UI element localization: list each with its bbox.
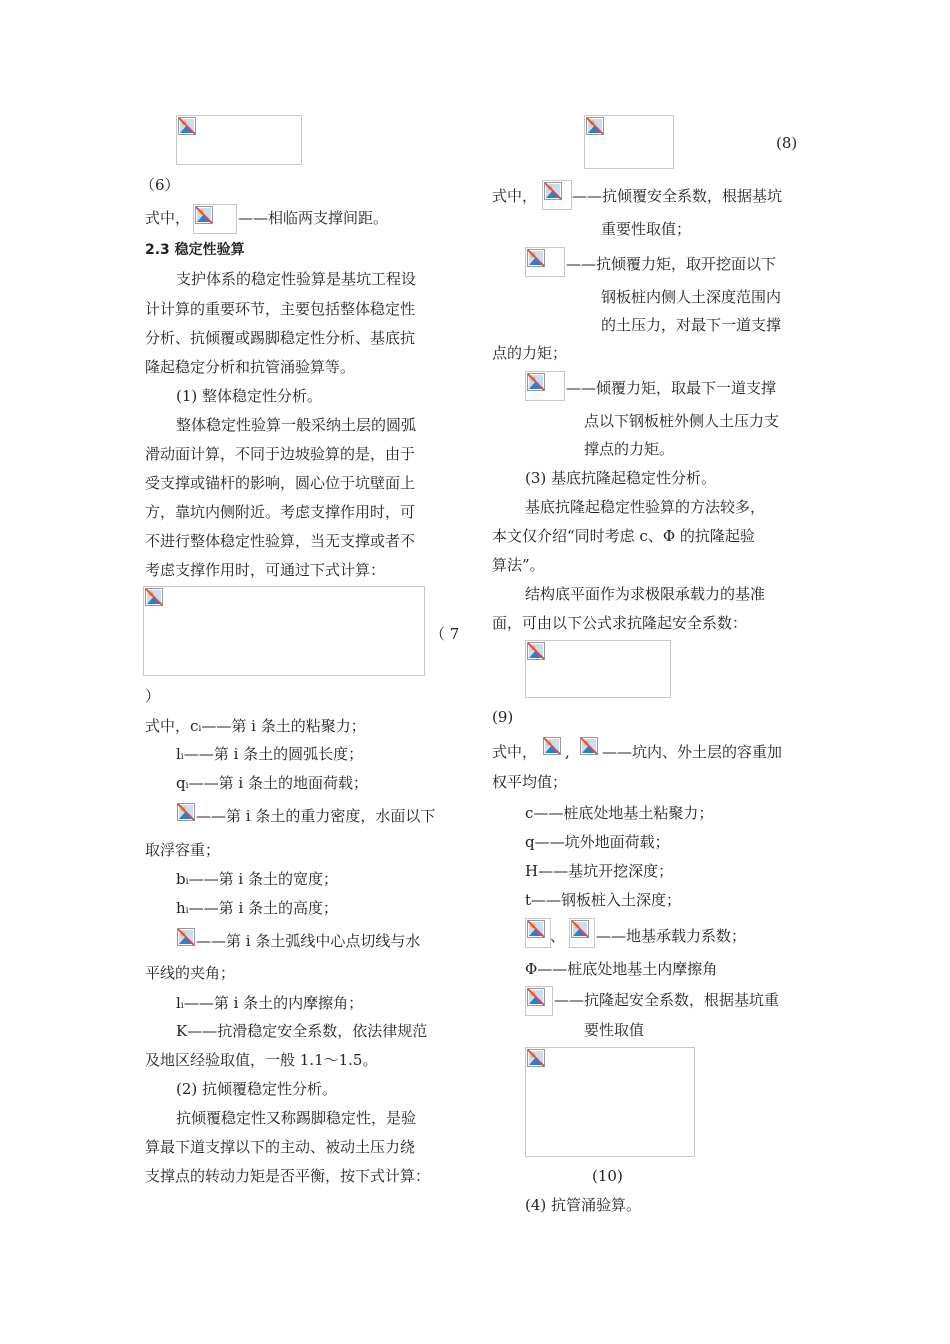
eq-number-10: (10) (592, 1167, 623, 1185)
eq-number-6: （6） (140, 176, 180, 194)
broken-image-icon (527, 920, 545, 938)
symbol-gamma-image (176, 802, 196, 828)
paragraph-line: 整体稳定性验算一般采纳土层的圆弧 (176, 416, 417, 434)
def-overturn-moment-cont: 点以下钢板桩外侧人土压力支 (584, 412, 780, 430)
broken-image-icon (527, 1049, 545, 1067)
eq-number-7-close: ） (145, 687, 161, 705)
formula-9-image (525, 640, 671, 698)
eq-number-9: (9) (492, 708, 514, 726)
def-angle: ——第 i 条土弧线中心点切线与水 (196, 932, 421, 950)
formula-8-image (584, 115, 674, 169)
def-resisting-moment-cont: 的土压力，对最下一道支撑 (601, 316, 782, 334)
broken-image-icon (580, 737, 598, 755)
broken-image-icon (544, 182, 562, 200)
def-label: 式中， (145, 209, 191, 227)
paragraph-line: 算最下道支撑以下的主动、被动土压力绕 (145, 1138, 416, 1156)
def-cohesion: c——桩底处地基土粘聚力； (525, 804, 714, 822)
def-surface-load: qᵢ——第 i 条土的地面荷载； (176, 774, 368, 792)
paragraph-line: 支护体系的稳定性验算是基坑工程设 (176, 270, 417, 288)
def-embedment-depth: t——钢板桩入土深度； (525, 891, 682, 909)
def-weighted-unit-weight: ——坑内、外土层的容重加 (602, 743, 783, 761)
symbol-gamma1-image (542, 736, 562, 764)
symbol-mp-image (525, 247, 565, 277)
broken-image-icon (177, 928, 195, 946)
def-resisting-moment-cont: 点的力矩； (492, 344, 568, 362)
def-angle-cont: 平线的夹角； (145, 964, 236, 982)
symbol-gamma2-image (579, 736, 599, 764)
paragraph-line: 方，靠坑内侧附近。考虑支撑作用时，可 (145, 503, 416, 521)
broken-image-icon (527, 373, 545, 391)
symbol-nq-image (525, 918, 551, 948)
def-friction-angle: lᵢ——第 i 条土的内摩擦角； (176, 994, 364, 1012)
broken-image-icon (527, 642, 545, 660)
separator: , (565, 743, 570, 761)
broken-image-icon (145, 588, 163, 606)
broken-image-icon (527, 249, 545, 267)
separator: 、 (550, 927, 566, 945)
paragraph-line: 面，可由以下公式求抗隆起安全系数： (492, 614, 748, 632)
broken-image-icon (527, 988, 545, 1006)
def-resisting-moment: ——抗倾覆力矩，取开挖面以下 (566, 255, 777, 273)
paragraph-line: 抗倾覆稳定性又称踢脚稳定性，是验 (176, 1109, 417, 1127)
symbol-k-image (542, 180, 572, 210)
paragraph-line: 分析、抗倾覆或踢脚稳定性分析、基底抗 (145, 329, 416, 347)
symbol-ma-image (525, 371, 565, 401)
def-label: 式中， (492, 743, 538, 761)
def-safety-factor: K——抗滑稳定安全系数，依法律规范 (176, 1022, 428, 1040)
section-heading: 2.3 稳定性验算 (145, 242, 245, 258)
def-overturn-safety: ——抗倾覆安全系数，根据基坑 (572, 187, 783, 205)
def-arc-length: lᵢ——第 i 条土的圆弧长度； (176, 745, 364, 763)
broken-image-icon (178, 117, 196, 135)
formula-6-image (176, 115, 302, 165)
paragraph-line: 考虑支撑作用时，可通过下式计算： (145, 561, 386, 579)
subsection-title: (3) 基底抗隆起稳定性分析。 (525, 469, 717, 487)
def-overturn-moment-cont: 撑点的力矩。 (584, 440, 675, 458)
def-cohesion: 式中，cᵢ——第 i 条土的粘聚力； (145, 717, 366, 735)
paragraph-line: 受支撑或锚杆的影响，圆心位于坑壁面上 (145, 474, 416, 492)
symbol-nc-image (569, 918, 595, 948)
formula-7-image (143, 586, 425, 676)
def-safety-factor-cont: 及地区经验取值，一般 1.1～1.5。 (145, 1051, 378, 1069)
def-heave-safety: ——抗隆起安全系数，根据基坑重 (554, 991, 780, 1009)
def-width: bᵢ——第 i 条土的宽度； (176, 870, 338, 888)
symbol-l-image (193, 204, 237, 234)
def-heave-safety-cont: 要性取值 (584, 1021, 645, 1039)
symbol-kl-image (525, 986, 553, 1016)
paragraph-line: 滑动面计算，不同于边坡验算的是，由于 (145, 445, 416, 463)
paragraph-line: 支撑点的转动力矩是否平衡，按下式计算： (145, 1167, 431, 1185)
def-height: hᵢ——第 i 条土的高度； (176, 899, 339, 917)
paragraph-line: 不进行整体稳定性验算，当无支撑或者不 (145, 532, 416, 550)
broken-image-icon (195, 206, 213, 224)
formula-10-image (525, 1047, 695, 1157)
def-bearing-factor: ——地基承载力系数； (596, 927, 747, 945)
broken-image-icon (177, 803, 195, 821)
paragraph-line: 计计算的重要环节，主要包括整体稳定性 (145, 300, 416, 318)
def-overturn-moment: ——倾覆力矩，取最下一道支撑 (566, 379, 777, 397)
broken-image-icon (586, 117, 604, 135)
paragraph-line: 结构底平面作为求极限承载力的基准 (525, 585, 766, 603)
def-friction-angle: Φ——桩底处地基土内摩擦角 (525, 960, 718, 978)
broken-image-icon (543, 737, 561, 755)
subsection-title: (2) 抗倾覆稳定性分析。 (176, 1080, 338, 1098)
eq-number-7: （ 7 (430, 625, 460, 643)
def-resisting-moment-cont: 钢板桩内侧人土深度范围内 (601, 288, 782, 306)
symbol-alpha-image (176, 927, 196, 951)
paragraph-line: 本文仅介绍“同时考虑 c、Φ 的抗隆起验 (492, 527, 755, 545)
subsection-title: (4) 抗管涌验算。 (525, 1196, 642, 1214)
def-unit-weight: ——第 i 条土的重力密度，水面以下 (196, 807, 436, 825)
def-surface-load: q——坑外地面荷载； (525, 833, 670, 851)
def-overturn-safety-cont: 重要性取值； (601, 220, 692, 238)
paragraph-line: 隆起稳定分析和抗管涌验算等。 (145, 358, 356, 376)
def-label: 式中， (492, 187, 538, 205)
eq-number-8: (8) (776, 134, 798, 152)
subsection-title: (1) 整体稳定性分析。 (176, 387, 323, 405)
paragraph-line: 基底抗隆起稳定性验算的方法较多， (525, 498, 766, 516)
def-support-spacing: ——相临两支撑间距。 (238, 209, 389, 227)
paragraph-line: 算法”。 (492, 556, 545, 574)
broken-image-icon (571, 920, 589, 938)
def-excavation-depth: H——基坑开挖深度； (525, 862, 674, 880)
def-unit-weight-cont: 取浮容重； (145, 841, 221, 859)
def-weighted-unit-weight-cont: 权平均值； (492, 773, 568, 791)
